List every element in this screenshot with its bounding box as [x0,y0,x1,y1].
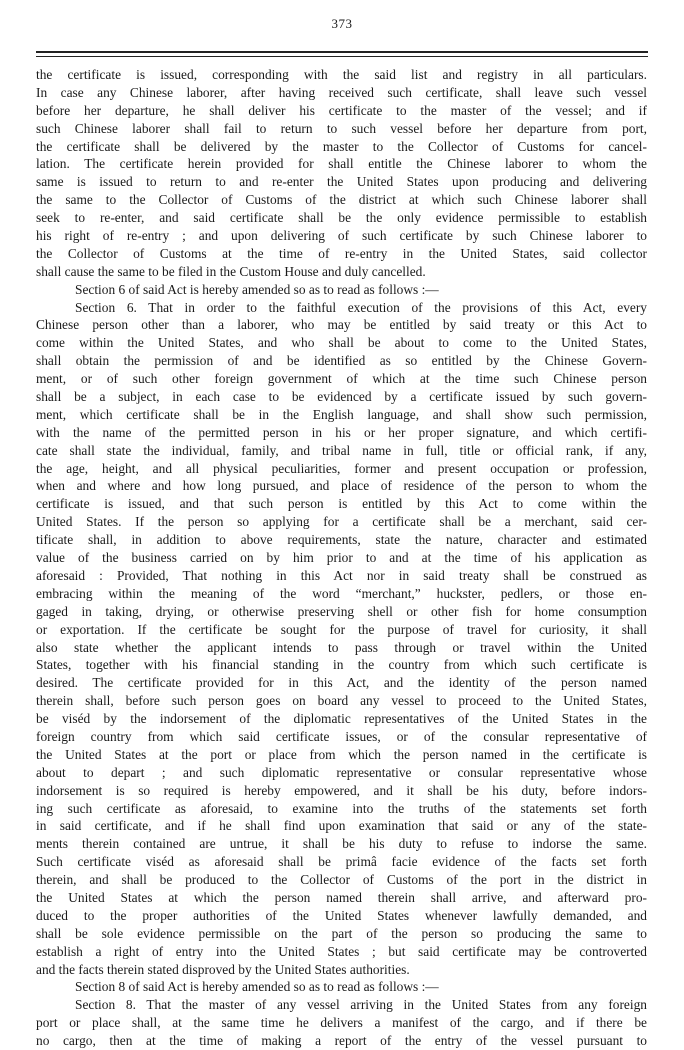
text-line: Chinese person other than a laborer, who may be entitled by said treaty or this Act to [36,317,647,333]
text-line: when and where and how long pursued, and place of residence of the person to whom the [36,478,647,494]
header-rule-thick [36,51,648,53]
section-heading-line: Section 8 of said Act is hereby amended so as to read as follows :— [75,979,439,995]
text-line: indorsement is so required is hereby empowered, and it shall be his duty, before indors- [36,782,647,798]
section-heading-line: Section 6 of said Act is hereby amended so as to read as follows :— [75,281,439,297]
page-number: 373 [331,16,353,31]
text-line: the certificate is issued, corresponding with the said list and registry in all particulars. [36,67,647,82]
text-line: gaged in taking, drying, or otherwise preserving shell or other fish for home consumption [36,603,647,619]
header-rule-thin [36,56,648,57]
text-line: the United States at which the person named therein shall arrive, and afterward pro- [36,889,647,905]
text-line: seek to re-enter, and said certificate shall be the only evidence permissible to establish [36,210,647,226]
text-line: such Chinese laborer shall fail to return to such vessel before her departure from port, [36,120,647,136]
text-line: about to depart ; and such diplomatic representative or consular representative whose [36,764,647,780]
section-start-line: Section 6. That in order to the faithful execution of the provisions of this Act, every [75,299,647,315]
text-line: therein, and shall be produced to the Collector of Customs of the port in the district in [36,872,647,888]
text-line: aforesaid : Provided, That nothing in this Act nor in said treaty shall be construed as [36,567,647,583]
text-line: establish a right of entry into the United States ; but said certificate may be controverted [36,943,647,959]
text-line: desired. The certificate provided for in this Act, and the identity of the person named [36,675,647,691]
text-line: tificate shall, in addition to above requirements, state the nature, character and estimated [36,532,647,548]
text-line: the same to the Collector of Customs of the district at which such Chinese laborer shall [36,192,647,208]
text-line: or exportation. If the certificate be sought for the purpose of travel for curiosity, it shall [36,621,647,637]
text-line: Such certificate viséd as aforesaid shall be primâ facie evidence of the facts set forth [36,854,647,870]
text-line: United States. If the person so applying for a certificate shall be a merchant, said cer- [36,514,647,530]
text-line: duced to the proper authorities of the United States whenever lawfully demanded, and [36,907,647,923]
text-line: ing such certificate as aforesaid, to examine into the truths of the statements set forth [36,800,647,816]
text-line: certificate is issued, and that such person is entitled by this Act to come within the [36,496,647,512]
text-line: ment, or of such other foreign government of which at the time such Chinese person [36,371,647,387]
text-line: be viséd by the indorsement of the diplomatic representatives of the United States in the [36,711,647,727]
text-line: lation. The certificate herein provided for shall entitle the Chinese laborer to whom the [36,156,647,172]
text-line: value of the business carried on by him prior to and at the time of his application as [36,550,647,566]
text-line: the Collector of Customs at the time of re-entry in the United States, said collector [36,245,647,261]
section-start-line: Section 8. That the master of any vessel arriving in the United States from any foreign [75,997,647,1013]
text-line: also state whether the applicant intends to pass through or travel within the United [36,639,647,655]
text-line: port or place shall, at the same time he delivers a manifest of the cargo, and if there be [36,1015,647,1031]
text-line: foreign country from which said certificate issues, or of the consular representative of [36,728,647,744]
text-line: the United States at the port or place from which the person named in the certificate is [36,746,647,762]
text-line: no cargo, then at the time of making a report of the entry of the vessel pursuant to [36,1033,647,1049]
paragraph-end-line: and the facts therein stated disproved by the United States authorities. [36,961,410,977]
text-line: ment, which certificate shall be in the English language, and shall show such permission, [36,406,647,422]
text-line: cate shall state the individual, family, and tribal name in full, title or official rank, if any, [36,442,647,458]
text-line: therein shall, before such person goes on board any vessel to proceed to the United States, [36,693,647,709]
text-line: the age, height, and all physical peculiarities, former and present occupation or profession, [36,460,647,476]
text-line: shall be sole evidence permissible on the part of the person so producing the same to [36,925,647,941]
text-line: before her departure, he shall deliver his certificate to the master of the vessel; and if [36,102,647,118]
paragraph-end-line: shall cause the same to be filed in the Custom House and duly cancelled. [36,263,426,279]
text-line: embracing within the meaning of the word “merchant,” huckster, pedlers, or those en- [36,585,647,601]
text-line: come within the United States, and who shall be about to come to the United States, [36,335,647,351]
text-line: in said certificate, and if he shall find upon examination that said or any of the state- [36,818,647,834]
text-line: ments therein contained are untrue, it shall be his duty to refuse to indorse the same. [36,836,647,852]
text-line: the certificate shall be delivered by the master to the Collector of Customs for cancel- [36,138,647,154]
text-line: same is issued to return to and re-enter the United States upon producing and delivering [36,174,647,190]
body-text [36,66,647,1050]
text-line: shall be a subject, in each case to be evidenced by a certificate issued by such govern- [36,389,647,405]
text-line: his right of re-entry ; and upon delivering of such certificate by such Chinese laborer to [36,228,647,244]
text-line: with the name of the permitted person in his or her proper signature, and which certifi- [36,424,647,440]
text-line: shall obtain the permission of and be identified as so entitled by the Chinese Govern- [36,353,647,369]
text-line: States, together with his financial standing in the country from which such certificate is [36,657,647,673]
text-line: In case any Chinese laborer, after having received such certificate, shall leave such vessel [36,84,647,100]
